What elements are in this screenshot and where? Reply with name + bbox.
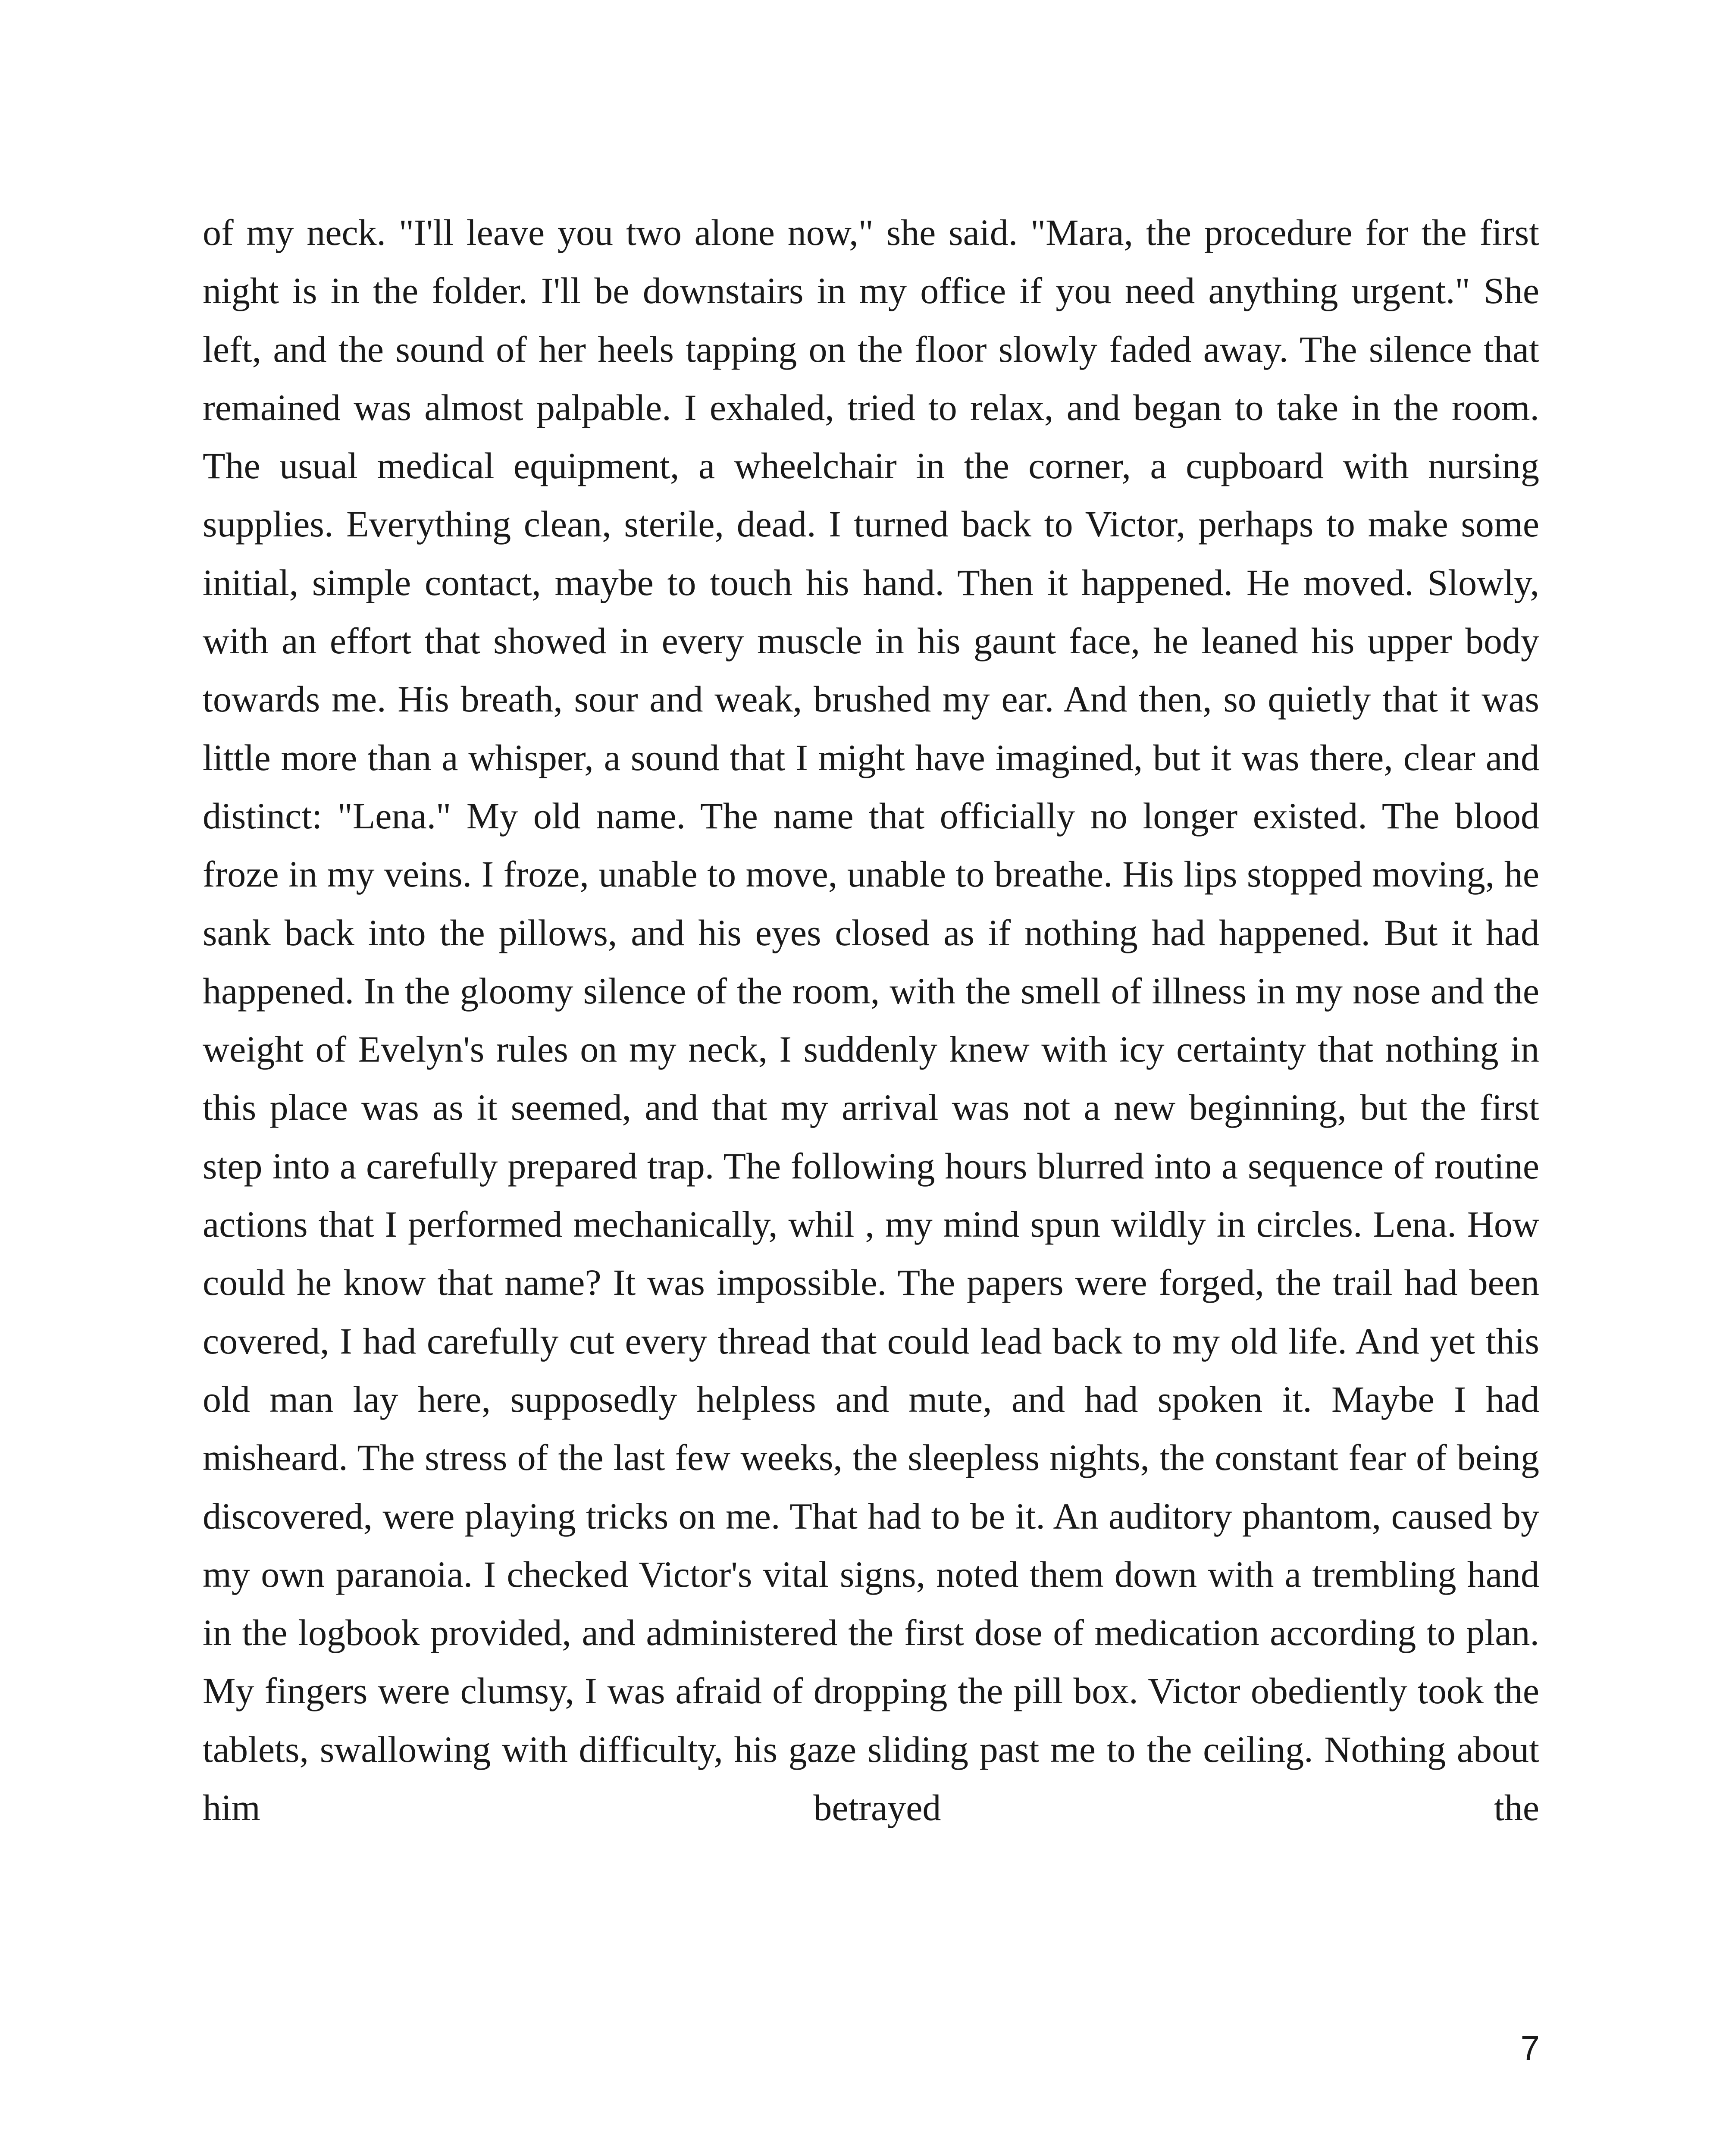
body-paragraph: of my neck. "I'll leave you two alone now," she said. "Mara, the procedure for the first night is in the folder. I'll be downstairs in my office if you need anything urgent." She left, and the sound of her heels tapping on the floor slowly faded away. The silence that remained was almost palpable. I exhaled, tried to relax, and began to take in the room. The usual medical equipment, a wheelchair in the corner, a cupboard with nursing supplies. Everything clean, sterile, dead. I turned back to Victor, perhaps to make some initial, simple contact, maybe to touch his hand. Then it happened. He moved. Slowly, with an effort that showed in every muscle in his gaunt face, he leaned his upper body towards me. His breath, sour and weak, brushed my ear. And then, so quietly that it was little more than a whisper, a sound that I might have imagined, but it was there, clear and distinct: "Lena." My old name. The name that officially no longer existed. The blood froze in my veins. I froze, unable to move, unable to breathe. His lips stopped moving, he sank back into the pillows, and his eyes closed as if nothing had happened. But it had happened. In the gloomy silence of the room, with the smell of illness in my nose and the weight of Evelyn's rules on my neck, I suddenly knew with icy certainty that nothing in this place was as it seemed, and that my arrival was not a new beginning, but the first step into a carefully prepared trap. The following hours blurred into a sequence of routine actions that I performed mechanically, whil , my mind spun wildly in circles. Lena. How could he know that name? It was impossible. The papers were forged, the trail had been covered, I had carefully cut every thread that could lead back to my old life. And yet this old man lay here, supposedly helpless and mute, and had spoken it. Maybe I had misheard. The stress of the last few weeks, the sleepless nights, the constant fear of being discovered, were playing tricks on me. That had to be it. An auditory phantom, caused by my own paranoia. I checked Victor's vital signs, noted them down with a trembling hand in the logbook provided, and administered the first dose of medication according to plan. My fingers were clumsy, I was afraid of dropping the pill box. Victor obediently took the tablets, swallowing with difficulty, his gaze sliding past me to the ceiling. Nothing about him betrayed the	[203, 212, 1539, 1829]
page-number: 7	[1520, 2029, 1540, 2067]
